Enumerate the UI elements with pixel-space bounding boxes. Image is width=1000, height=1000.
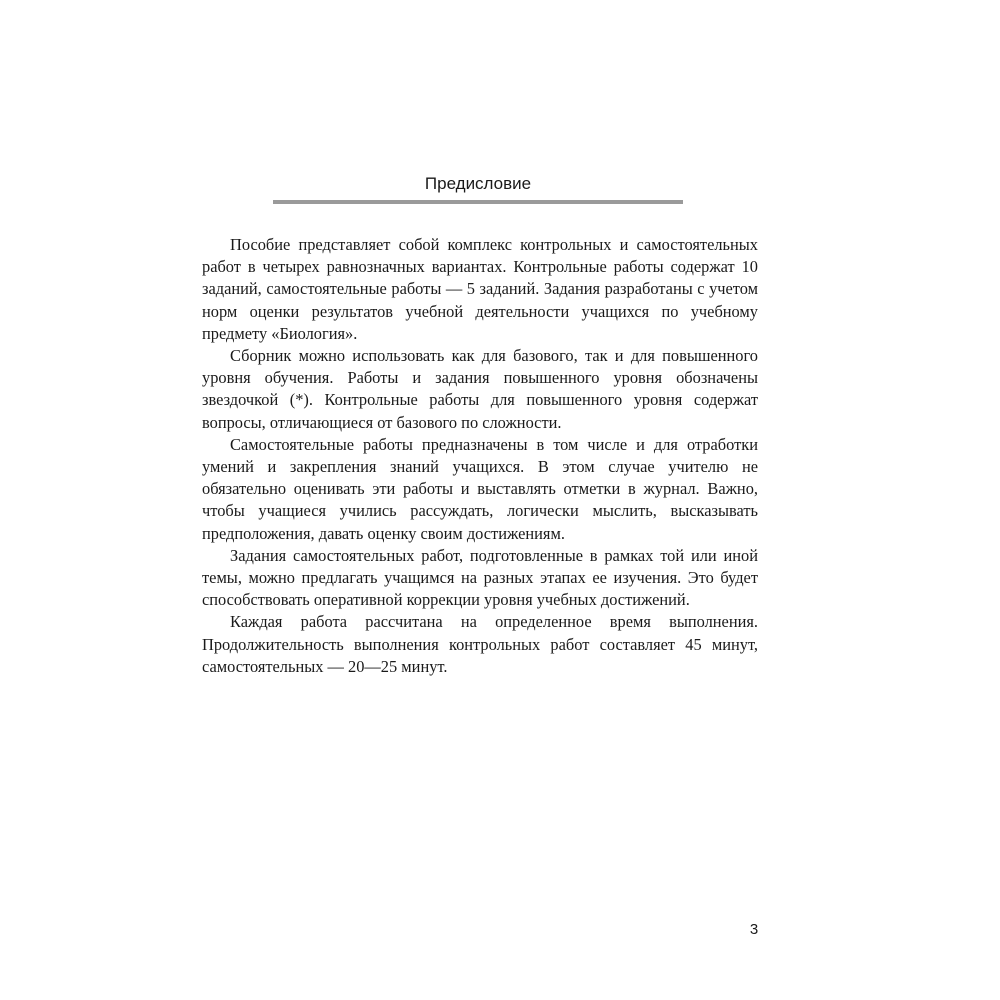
paragraph: Пособие представляет собой комплекс контрольных и самостоятельных работ в четырех равнозначных вариантах. Контрольные работы содержат 10 заданий, самостоятельные работы — 5 заданий. Задания разработаны с учетом норм оценки результатов учебной деятельности учащихся по учебному предмету «Биология». <box>202 235 758 343</box>
body-text <box>202 234 758 678</box>
page-title: Предисловие <box>424 174 532 193</box>
paragraph: Самостоятельные работы предназначены в том числе и для отработки умений и закрепления знаний учащихся. В этом случае учителю не обязательно оценивать эти работы и выставлять отметки в журнал. Важно, чтобы учащиеся учились рассуждать, логически мыслить, высказывать предположения, давать оценку своим достижениям. <box>202 434 758 543</box>
heading-underline <box>273 200 683 204</box>
paragraph: Задания самостоятельных работ, подготовленные в рамках той или иной темы, можно предлагать учащимся на разных этапах ее изучения. Это будет способствовать оперативной коррекции уровня учебных достижений. <box>202 545 758 610</box>
paragraph: Сборник можно использовать как для базового, так и для повышенного уровня обучения. Работы и задания повышенного уровня обозначены звездочкой (*). Контрольные работы для повышенного уровня содержат вопросы, отличающиеся от базового по сложности. <box>202 346 758 432</box>
paragraph: Каждая работа рассчитана на определенное время выполнения. Продолжительность выполнения контрольных работ составляет 45 минут, самостоятельных — 20—25 минут. <box>202 612 758 676</box>
page-number: 3 <box>749 921 759 938</box>
